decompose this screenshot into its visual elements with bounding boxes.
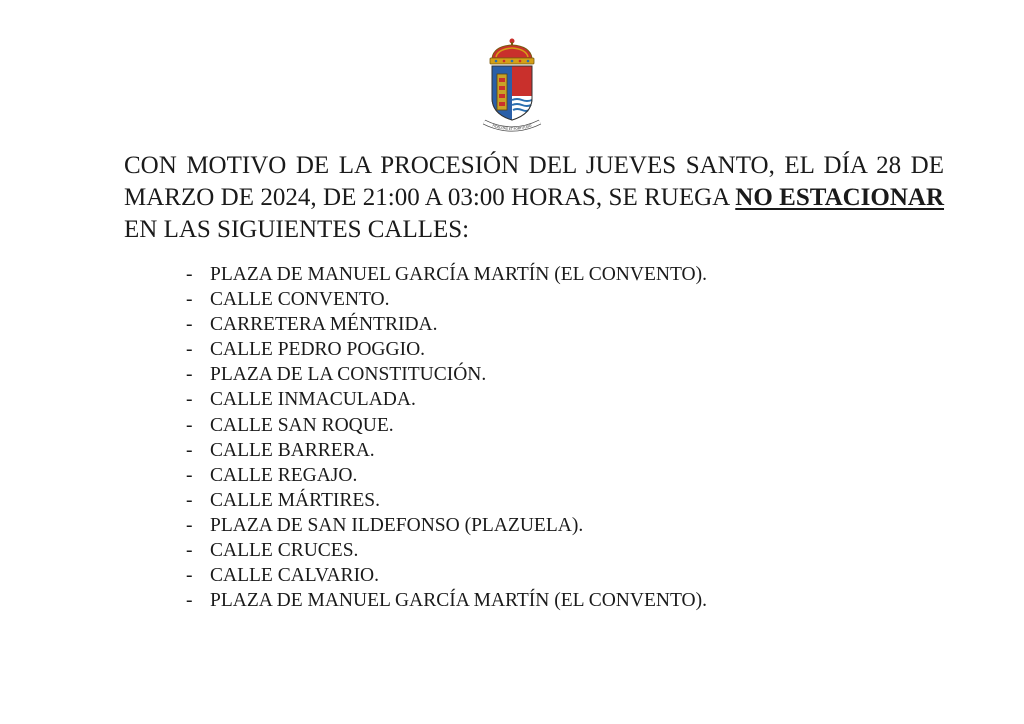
notice-paragraph [124, 150, 944, 246]
list-item [186, 463, 707, 488]
list-item [186, 262, 707, 287]
shield-icon [492, 66, 532, 120]
list-item [186, 513, 707, 538]
street-name: PLAZA DE LA CONSTITUCIÓN. [210, 364, 487, 386]
list-bullet: - [186, 364, 193, 386]
street-list [186, 262, 707, 613]
street-name: CALLE CRUCES. [210, 540, 359, 562]
list-item [186, 588, 707, 613]
list-item [186, 563, 707, 588]
list-bullet: - [186, 339, 193, 361]
list-bullet: - [186, 289, 193, 311]
list-bullet: - [186, 514, 193, 536]
list-item [186, 488, 707, 513]
list-bullet: - [186, 565, 193, 587]
list-bullet: - [186, 389, 193, 411]
street-name: CALLE MÁRTIRES. [210, 489, 380, 511]
street-name: PLAZA DE MANUEL GARCÍA MARTÍN (EL CONVENTO). [210, 264, 707, 285]
no-parking-emphasis: NO ESTACIONAR [735, 184, 945, 211]
crown-icon [490, 39, 534, 65]
street-name: CALLE SAN ROQUE. [210, 414, 394, 436]
list-bullet: - [186, 264, 193, 285]
street-name: CALLE INMACULADA. [210, 389, 416, 411]
street-name: CALLE CONVENTO. [210, 289, 390, 311]
list-bullet: - [186, 439, 193, 461]
list-item [186, 312, 707, 337]
street-name: CALLE BARRERA. [210, 439, 375, 461]
street-name: PLAZA DE SAN ILDEFONSO (PLAZUELA). [210, 514, 584, 536]
notice-text-part1: CON MOTIVO DE LA PROCESIÓN DEL JUEVES SANTO, EL DÍA 28 DE MARZO DE 2024, DE 21:00 A 03:00 HORAS, SE RUEGA [124, 152, 944, 211]
svg-text:FIDELITAS ET FORTITUDO [492, 123, 533, 131]
street-name: CALLE PEDRO POGGIO. [210, 339, 426, 361]
notice-text-part2: EN LAS SIGUIENTES CALLES: [124, 216, 470, 243]
crest-motto: FIDELITAS ET FORTITUDO [491, 123, 533, 132]
list-bullet: - [186, 314, 193, 336]
list-item [186, 337, 707, 362]
motto-ribbon [484, 122, 540, 131]
list-item [186, 438, 707, 463]
list-item [186, 362, 707, 387]
coat-of-arms-logo [482, 36, 542, 136]
street-name: PLAZA DE MANUEL GARCÍA MARTÍN (EL CONVENTO). [210, 590, 707, 612]
list-item [186, 538, 707, 563]
street-name: CALLE CALVARIO. [210, 565, 380, 587]
street-name: CALLE REGAJO. [210, 464, 358, 486]
street-name: CARRETERA MÉNTRIDA. [210, 314, 438, 336]
list-bullet: - [186, 414, 193, 436]
list-item [186, 287, 707, 312]
list-item [186, 413, 707, 438]
list-bullet: - [186, 540, 193, 562]
list-bullet: - [186, 489, 193, 511]
list-bullet: - [186, 464, 193, 486]
list-item [186, 387, 707, 412]
list-bullet: - [186, 590, 193, 612]
